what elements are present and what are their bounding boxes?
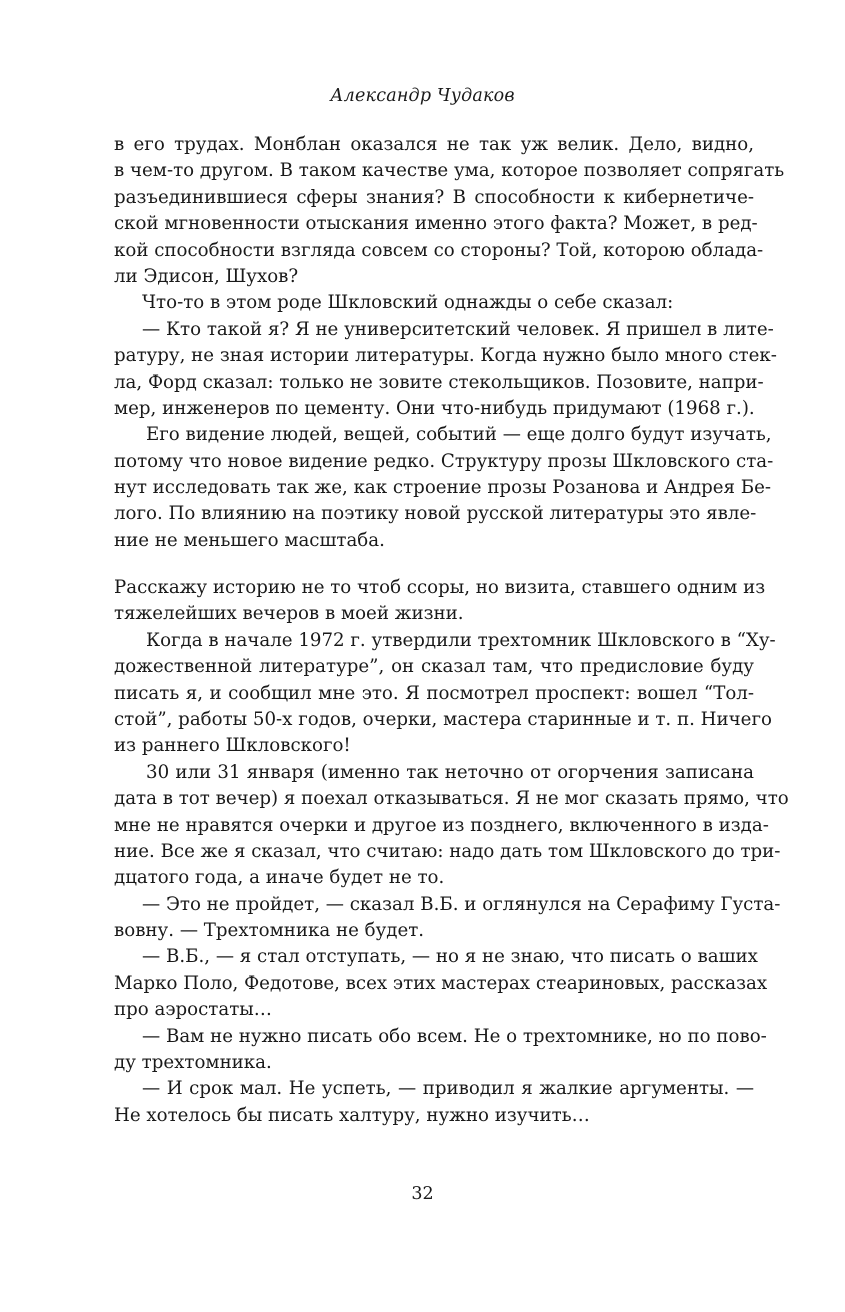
text-line: — В.Б., — я стал отступать, — но я не знаю, что писать о ваших <box>142 946 758 968</box>
text-line: Когда в начале 1972 г. утвердили трехтомник Шкловского в “Ху- <box>146 629 776 651</box>
text-line: ние. Все же я сказал, что считаю: надо дать том Шкловского до три- <box>114 840 781 862</box>
text-line: в его трудах. Монблан оказался не так уж велик. Дело, видно, <box>114 134 754 155</box>
text-line: разъединившиеся сферы знания? В способности к кибернетиче- <box>114 186 754 208</box>
text-line: нут исследовать так же, как строение прозы Розанова и Андрея Бе- <box>114 477 772 499</box>
text-line: Его видение людей, вещей, событий — еще долго будут изучать, <box>146 424 772 446</box>
text-line: в чем-то другом. В таком качестве ума, которое позволяет сопрягать <box>114 160 785 182</box>
running-header-author: Александр Чудаков <box>330 86 515 106</box>
text-line: мер, инженеров по цементу. Они что-нибудь придумают (1968 г.). <box>114 397 755 419</box>
text-line: стой”, работы 50-х годов, очерки, мастера старинные и т. п. Ничего <box>114 708 772 730</box>
text-line: Марко Поло, Федотове, всех этих мастерах стеариновых, рассказах <box>114 972 768 994</box>
text-line: дата в тот вечер) я поехал отказываться. Я не мог сказать прямо, что <box>114 788 789 810</box>
text-line: ратуру, не зная истории литературы. Когда нужно было много стек- <box>114 345 777 367</box>
text-line: — Кто такой я? Я не университетский человек. Я пришел в лите- <box>142 318 774 340</box>
text-line: Расскажу историю не то чтоб ссоры, но визита, ставшего одним из <box>114 577 766 598</box>
text-line: лого. По влиянию на поэтику новой русской литературы это явле- <box>114 503 757 525</box>
text-block-2 <box>114 575 789 1129</box>
text-line: потому что новое видение редко. Структуру прозы Шкловского ста- <box>114 450 774 472</box>
text-line: дожественной литературе”, он сказал там, что предисловие буду <box>114 656 754 678</box>
text-line: дцатого года, а иначе будет не то. <box>114 867 445 889</box>
text-line: кой способности взгляда совсем со стороны? Той, которою облада- <box>114 239 764 261</box>
text-line: Не хотелось бы писать халтуру, нужно изучить… <box>114 1104 590 1126</box>
text-line: 30 или 31 января (именно так неточно от огорчения записана <box>146 761 754 783</box>
text-line: писать я, и сообщил мне это. Я посмотрел проспект: вошел “Тол- <box>114 682 754 704</box>
text-block-1 <box>114 132 785 554</box>
text-line: ла, Форд сказал: только не зовите стекольщиков. Позовите, напри- <box>114 371 764 393</box>
text-line: тяжелейших вечеров в моей жизни. <box>114 603 464 625</box>
text-line: Что-то в этом роде Шкловский однажды о себе сказал: <box>142 292 674 314</box>
text-line: ли Эдисон, Шухов? <box>114 265 299 287</box>
text-line: вовну. — Трехтомника не будет. <box>114 920 425 942</box>
text-line: — И срок мал. Не успеть, — приводил я жалкие аргументы. — <box>142 1078 754 1100</box>
text-line: — Вам не нужно писать обо всем. Не о трехтомнике, но по пово- <box>142 1025 767 1047</box>
text-line: ние не меньшего масштаба. <box>114 529 385 551</box>
text-line: мне не нравятся очерки и другое из позднего, включенного в изда- <box>114 814 769 836</box>
text-line: из раннего Шкловского! <box>114 735 351 757</box>
text-line: ской мгновенности отыскания именно этого факта? Может, в ред- <box>114 213 758 235</box>
text-line: про аэростаты… <box>114 999 272 1021</box>
text-line: — Это не пройдет, — сказал В.Б. и оглянулся на Серафиму Густа- <box>142 893 781 915</box>
text-line: ду трехтомника. <box>114 1052 272 1074</box>
page-number: 32 <box>411 1184 434 1204</box>
